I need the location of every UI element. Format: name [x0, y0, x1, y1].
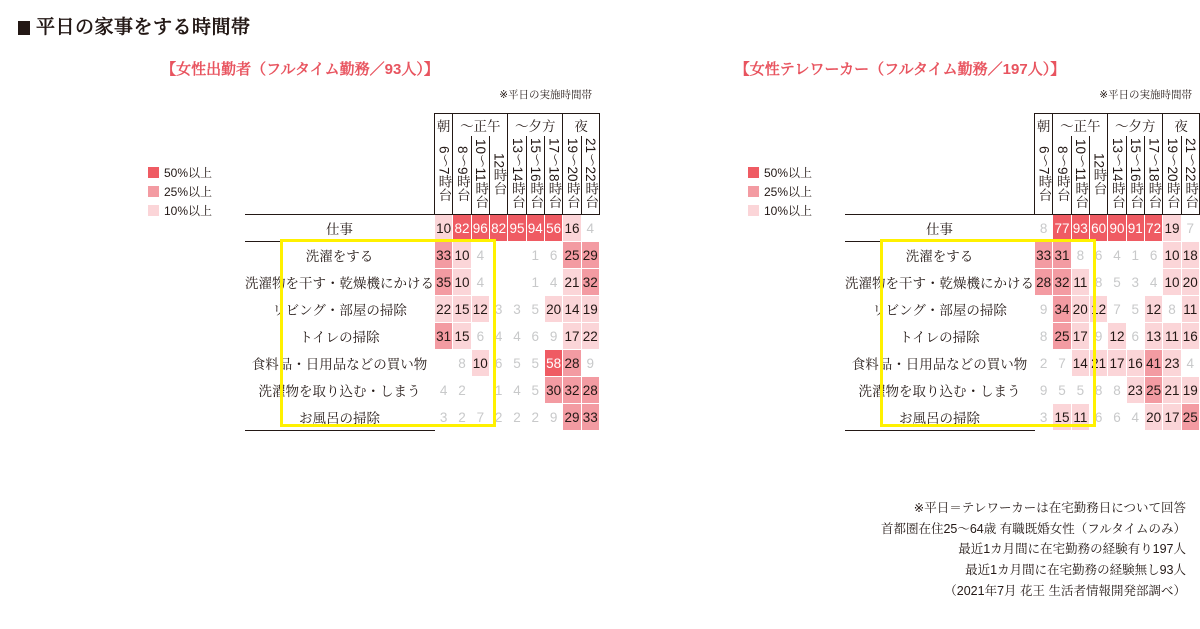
heatmap-cell: 14 — [1071, 350, 1089, 377]
heatmap-cell: 1 — [1126, 242, 1144, 269]
column-header-label: 21〜22時台 — [583, 138, 599, 209]
heatmap-cell: 19 — [1163, 215, 1181, 242]
heatmap-cell: 18 — [1181, 242, 1199, 269]
heatmap-cell: 6 — [471, 323, 489, 350]
heatmap-cell: 2 — [489, 404, 507, 431]
table-row — [845, 350, 1200, 377]
heatmap-cell: 29 — [581, 242, 599, 269]
legend-item — [148, 183, 212, 202]
heatmap-cell: 23 — [1126, 377, 1144, 404]
heatmap-cell: 82 — [489, 215, 507, 242]
row-label: 食料品・日用品などの買い物 — [851, 357, 1028, 372]
footnote-line: 最近1カ月間に在宅勤務の経験有り197人 — [958, 542, 1186, 557]
heatmap-cell: 32 — [563, 377, 581, 404]
legend-item — [748, 202, 812, 221]
heatmap-cell: 3 — [508, 296, 526, 323]
page-title — [18, 12, 251, 39]
footnote-line: 最近1カ月間に在宅勤務の経験無し93人 — [965, 562, 1186, 577]
column-header — [1071, 136, 1089, 215]
bullet-square-icon — [18, 21, 30, 35]
column-header-label: 19〜20時台 — [564, 138, 580, 209]
heatmap-cell: 15 — [453, 323, 471, 350]
heatmap-cell: 5 — [508, 350, 526, 377]
heatmap-cell: 4 — [435, 377, 453, 404]
time-band-header: 〜夕方 — [1108, 114, 1163, 137]
heatmap-cell: 91 — [1126, 215, 1144, 242]
heatmap-cell: 9 — [581, 350, 599, 377]
column-header — [526, 136, 544, 215]
heatmap-cell: 8 — [1071, 242, 1089, 269]
heatmap-cell: 2 — [453, 377, 471, 404]
heatmap-cell: 7 — [1053, 350, 1071, 377]
column-header-label: 19〜20時台 — [1164, 138, 1180, 209]
column-header — [453, 136, 471, 215]
heatmap-cell: 10 — [1163, 242, 1181, 269]
heatmap-cell: 9 — [1035, 377, 1053, 404]
heatmap-cell: 4 — [489, 323, 507, 350]
header-corner — [845, 136, 1035, 215]
column-header — [1053, 136, 1071, 215]
heatmap-cell: 32 — [581, 269, 599, 296]
heatmap-cell: 21 — [1089, 350, 1107, 377]
heatmap-cell: 11 — [1163, 323, 1181, 350]
heatmap-cell: 1 — [489, 377, 507, 404]
column-header-label: 10〜11時台 — [473, 138, 489, 209]
band-corner — [245, 114, 435, 137]
table-row — [245, 215, 600, 242]
panel-title-left: 【女性出勤者（フルタイム勤務／93人）】 — [161, 61, 439, 78]
heatmap-cell: 11 — [1181, 296, 1199, 323]
heatmap-cell: 4 — [508, 323, 526, 350]
time-band-header: 〜正午 — [453, 114, 508, 137]
column-header — [581, 136, 599, 215]
heatmap-cell: 11 — [1071, 269, 1089, 296]
column-header — [508, 136, 526, 215]
column-header — [544, 136, 562, 215]
heatmap-cell: 16 — [1126, 350, 1144, 377]
heatmap-cell: 82 — [453, 215, 471, 242]
table-row — [845, 296, 1200, 323]
panel-note-right: ※平日の実施時間帯 — [1099, 89, 1192, 101]
table-row — [845, 323, 1200, 350]
heatmap-cell: 6 — [489, 350, 507, 377]
heatmap-cell: 33 — [435, 242, 453, 269]
heatmap-cell: 2 — [1035, 350, 1053, 377]
heatmap-cell: 10 — [471, 350, 489, 377]
heatmap-cell: 22 — [581, 323, 599, 350]
heatmap-cell: 21 — [563, 269, 581, 296]
column-header-label: 15〜16時台 — [528, 138, 544, 209]
column-header-label: 17〜18時台 — [546, 138, 562, 209]
heatmap-cell: 4 — [544, 269, 562, 296]
heatmap-cell: 21 — [1163, 377, 1181, 404]
table-row — [245, 404, 600, 431]
legend-swatch-icon — [148, 167, 159, 178]
heatmap-cell: 4 — [1108, 242, 1126, 269]
footnote-line: （2021年7月 花王 生活者情報開発部調べ） — [944, 583, 1186, 598]
heatmap-cell: 6 — [544, 242, 562, 269]
legend-label: 25%以上 — [164, 185, 213, 199]
legend-right — [748, 164, 812, 221]
heatmap-cell — [508, 242, 526, 269]
panel-title-right: 【女性テレワーカー（フルタイム勤務／197人）】 — [734, 61, 1066, 78]
heatmap-cell: 25 — [1144, 377, 1162, 404]
row-label: リビング・部屋の掃除 — [272, 303, 407, 318]
legend-item — [748, 183, 812, 202]
heatmap-cell: 4 — [1181, 350, 1199, 377]
heatmap-cell: 20 — [1144, 404, 1162, 431]
legend-label: 25%以上 — [764, 185, 813, 199]
table-row — [845, 269, 1200, 296]
heatmap-cell: 4 — [581, 215, 599, 242]
legend-item — [148, 202, 212, 221]
heatmap-cell: 9 — [1089, 323, 1107, 350]
heatmap-cell — [508, 269, 526, 296]
row-label: 洗濯をする — [245, 242, 435, 269]
row-label: 洗濯物を取り込む・しまう — [858, 384, 1021, 399]
footnote-line: ※平日＝テレワーカーは在宅勤務日について回答 — [913, 501, 1186, 515]
legend-label: 10%以上 — [164, 204, 213, 218]
heatmap-cell: 8 — [1089, 377, 1107, 404]
heatmap-cell: 10 — [1163, 269, 1181, 296]
heatmap-cell: 8 — [1108, 377, 1126, 404]
column-header — [1035, 136, 1053, 215]
column-header-label: 8〜9時台 — [454, 145, 470, 202]
heatmap-cell: 4 — [508, 377, 526, 404]
heatmap-table — [845, 113, 1200, 431]
table-row — [845, 215, 1200, 242]
column-header-label: 6〜7時台 — [436, 145, 452, 202]
heatmap-cell: 4 — [1144, 269, 1162, 296]
column-header-label: 6〜7時台 — [1036, 145, 1052, 202]
heatmap-cell: 1 — [526, 242, 544, 269]
time-band-header: 〜正午 — [1053, 114, 1108, 137]
heatmap-cell: 25 — [1053, 323, 1071, 350]
heatmap-cell: 29 — [563, 404, 581, 431]
heatmap-cell: 4 — [1126, 404, 1144, 431]
heatmap-cell: 19 — [581, 296, 599, 323]
heatmap-cell: 17 — [1163, 404, 1181, 431]
heatmap-cell: 6 — [526, 323, 544, 350]
table-row — [845, 377, 1200, 404]
heatmap-cell: 16 — [1181, 323, 1199, 350]
heatmap-cell: 77 — [1053, 215, 1071, 242]
heatmap-cell: 8 — [1035, 323, 1053, 350]
heatmap-cell: 94 — [526, 215, 544, 242]
row-label: お風呂の掃除 — [245, 404, 435, 431]
legend-label: 50%以上 — [164, 166, 213, 180]
heatmap-cell: 3 — [489, 296, 507, 323]
heatmap-cell: 5 — [526, 377, 544, 404]
heatmap-cell: 8 — [1035, 215, 1053, 242]
panel-commuters — [0, 58, 600, 426]
column-header-label: 21〜22時台 — [1183, 138, 1199, 209]
row-label: トイレの掃除 — [899, 330, 980, 345]
heatmap-cell: 6 — [1089, 242, 1107, 269]
legend-left — [148, 164, 212, 221]
table-row — [845, 242, 1200, 269]
row-label: 洗濯物を取り込む・しまう — [258, 384, 421, 399]
heatmap-cell — [489, 269, 507, 296]
column-header-label: 12時台 — [491, 152, 507, 195]
heatmap-cell: 15 — [453, 296, 471, 323]
heatmap-cell: 5 — [1108, 269, 1126, 296]
heatmap-cell: 4 — [471, 269, 489, 296]
time-band-header: 朝 — [435, 114, 453, 137]
column-header-label: 10〜11時台 — [1073, 138, 1089, 209]
heatmap-cell: 5 — [1071, 377, 1089, 404]
column-header — [489, 136, 507, 215]
legend-item — [748, 164, 812, 183]
band-corner — [845, 114, 1035, 137]
column-header-label: 8〜9時台 — [1054, 145, 1070, 202]
column-header-label: 15〜16時台 — [1128, 138, 1144, 209]
heatmap-cell: 41 — [1144, 350, 1162, 377]
legend-swatch-icon — [748, 167, 759, 178]
heatmap-cell: 35 — [435, 269, 453, 296]
heatmap-cell: 9 — [544, 323, 562, 350]
heatmap-cell: 33 — [581, 404, 599, 431]
table-row — [245, 350, 600, 377]
heatmap-cell — [489, 242, 507, 269]
heatmap-cell: 20 — [1181, 269, 1199, 296]
heatmap-cell: 72 — [1144, 215, 1162, 242]
panel-note-left: ※平日の実施時間帯 — [499, 89, 592, 101]
heatmap-cell: 9 — [544, 404, 562, 431]
panel-teleworkers — [600, 58, 1200, 426]
heatmap-cell: 4 — [471, 242, 489, 269]
heatmap-cell: 9 — [1035, 296, 1053, 323]
heatmap-cell: 1 — [526, 269, 544, 296]
heatmap-cell: 5 — [526, 350, 544, 377]
heatmap-cell: 16 — [563, 215, 581, 242]
row-label: トイレの掃除 — [299, 330, 380, 345]
column-header-label: 17〜18時台 — [1146, 138, 1162, 209]
heatmap-cell: 22 — [435, 296, 453, 323]
row-label: 仕事 — [845, 215, 1035, 242]
heatmap-cell: 30 — [544, 377, 562, 404]
time-band-header: 〜夕方 — [508, 114, 563, 137]
heatmap-cell — [435, 350, 453, 377]
heatmap-cell: 28 — [563, 350, 581, 377]
legend-label: 50%以上 — [764, 166, 813, 180]
heatmap-cell: 14 — [563, 296, 581, 323]
heatmap-cell: 32 — [1053, 269, 1071, 296]
heatmap-cell: 2 — [453, 404, 471, 431]
heatmap-cell: 6 — [1108, 404, 1126, 431]
column-header — [563, 136, 581, 215]
row-label: 洗濯物を干す・乾燥機にかける — [245, 276, 434, 291]
heatmap-cell: 11 — [1071, 404, 1089, 431]
heatmap-cell: 19 — [1181, 377, 1199, 404]
heatmap-cell: 3 — [1035, 404, 1053, 431]
heatmap-cell: 3 — [435, 404, 453, 431]
heatmap-cell: 2 — [508, 404, 526, 431]
table-row — [845, 404, 1200, 431]
heatmap-cell: 3 — [1126, 269, 1144, 296]
column-header-label: 12時台 — [1091, 152, 1107, 195]
row-label: お風呂の掃除 — [845, 404, 1035, 431]
heatmap-cell: 6 — [1144, 242, 1162, 269]
column-header-label: 13〜14時台 — [509, 138, 525, 209]
column-header-label: 13〜14時台 — [1109, 138, 1125, 209]
page-title-text: 平日の家事をする時間帯 — [36, 17, 251, 38]
heatmap-cell: 10 — [453, 242, 471, 269]
heatmap-cell: 58 — [544, 350, 562, 377]
legend-swatch-icon — [148, 186, 159, 197]
heatmap-cell: 8 — [1163, 296, 1181, 323]
heatmap-cell: 13 — [1144, 323, 1162, 350]
heatmap-cell: 5 — [1053, 377, 1071, 404]
column-header — [1144, 136, 1162, 215]
heatmap-cell: 7 — [471, 404, 489, 431]
table-row — [245, 377, 600, 404]
heatmap-cell: 6 — [1126, 323, 1144, 350]
time-band-header: 夜 — [1163, 114, 1200, 137]
heatmap-cell: 17 — [1108, 350, 1126, 377]
heatmap-cell: 25 — [1181, 404, 1199, 431]
heatmap-cell: 7 — [1108, 296, 1126, 323]
heatmap-cell: 12 — [471, 296, 489, 323]
row-label: 洗濯をする — [845, 242, 1035, 269]
header-corner — [245, 136, 435, 215]
column-header — [1163, 136, 1181, 215]
time-band-header: 夜 — [563, 114, 600, 137]
heatmap-cell: 2 — [526, 404, 544, 431]
legend-item — [148, 164, 212, 183]
heatmap-cell: 12 — [1144, 296, 1162, 323]
legend-swatch-icon — [748, 205, 759, 216]
row-label: リビング・部屋の掃除 — [872, 303, 1007, 318]
time-band-header: 朝 — [1035, 114, 1053, 137]
table-row — [245, 269, 600, 296]
heatmap-cell: 33 — [1035, 242, 1053, 269]
column-header — [471, 136, 489, 215]
heatmap-cell: 28 — [1035, 269, 1053, 296]
heatmap-cell: 96 — [471, 215, 489, 242]
row-label: 食料品・日用品などの買い物 — [251, 357, 428, 372]
heatmap-cell: 23 — [1163, 350, 1181, 377]
heatmap-cell: 31 — [1053, 242, 1071, 269]
row-label: 洗濯物を干す・乾燥機にかける — [845, 276, 1034, 291]
heatmap-cell: 6 — [1089, 404, 1107, 431]
heatmap-cell: 20 — [544, 296, 562, 323]
legend-label: 10%以上 — [764, 204, 813, 218]
heatmap-cell: 5 — [526, 296, 544, 323]
heatmap-cell: 8 — [1089, 269, 1107, 296]
heatmap-cell: 17 — [1071, 323, 1089, 350]
heatmap-cell: 10 — [453, 269, 471, 296]
heatmap-cell: 31 — [435, 323, 453, 350]
row-label: 仕事 — [245, 215, 435, 242]
legend-swatch-icon — [148, 205, 159, 216]
heatmap-cell — [471, 377, 489, 404]
heatmap-cell: 8 — [453, 350, 471, 377]
heatmap-cell: 93 — [1071, 215, 1089, 242]
legend-swatch-icon — [748, 186, 759, 197]
heatmap-cell: 5 — [1126, 296, 1144, 323]
heatmap-cell: 60 — [1089, 215, 1107, 242]
column-header — [1089, 136, 1107, 215]
heatmap-cell: 95 — [508, 215, 526, 242]
footnote — [881, 498, 1186, 601]
heatmap-cell: 56 — [544, 215, 562, 242]
footnote-line: 首都圏在住25〜64歳 有職既婚女性（フルタイムのみ） — [880, 521, 1186, 536]
heatmap-cell: 7 — [1181, 215, 1199, 242]
column-header — [1181, 136, 1199, 215]
heatmap-cell: 12 — [1108, 323, 1126, 350]
table-row — [245, 323, 600, 350]
heatmap-cell: 10 — [435, 215, 453, 242]
heatmap-cell: 25 — [563, 242, 581, 269]
heatmap-cell: 12 — [1089, 296, 1107, 323]
column-header — [1108, 136, 1126, 215]
heatmap-cell: 20 — [1071, 296, 1089, 323]
heatmap-cell: 90 — [1108, 215, 1126, 242]
table-row — [245, 242, 600, 269]
heatmap-table — [245, 113, 600, 431]
heatmap-cell: 34 — [1053, 296, 1071, 323]
column-header — [435, 136, 453, 215]
heatmap-cell: 17 — [563, 323, 581, 350]
column-header — [1126, 136, 1144, 215]
heatmap-cell: 28 — [581, 377, 599, 404]
heatmap-cell: 15 — [1053, 404, 1071, 431]
table-row — [245, 296, 600, 323]
